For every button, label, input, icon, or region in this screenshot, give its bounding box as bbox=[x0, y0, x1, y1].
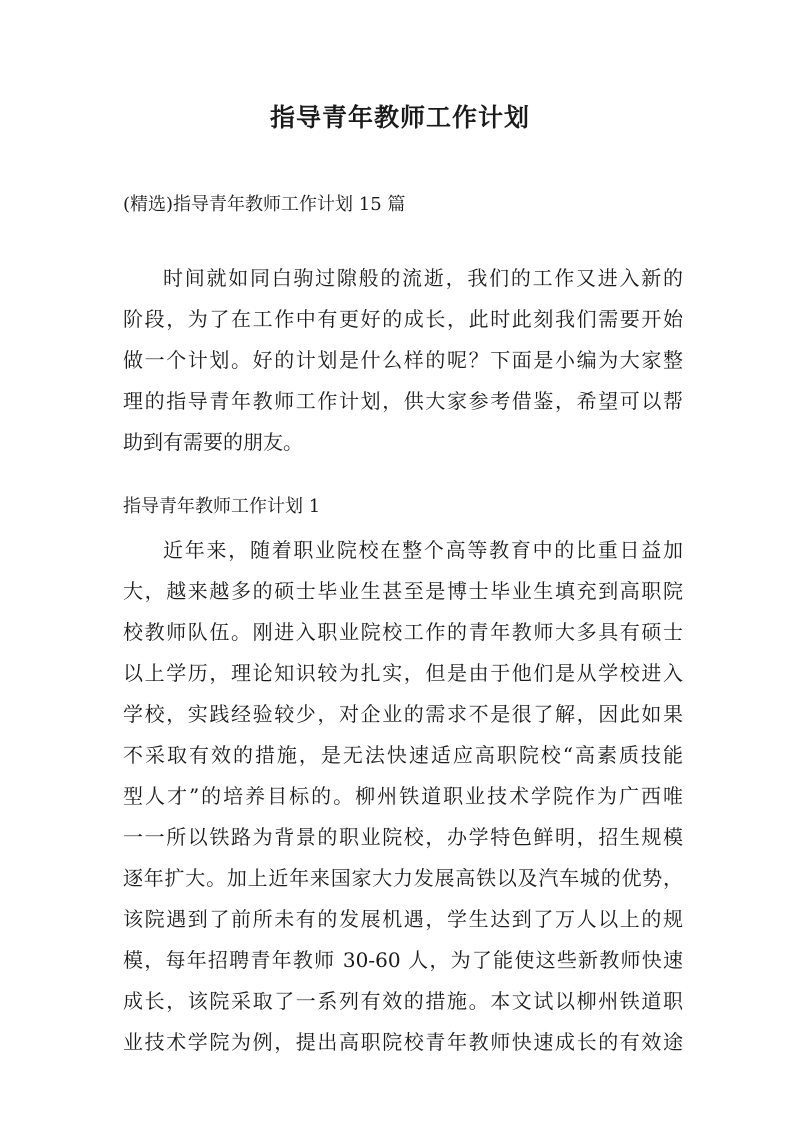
text-line: 助到有需要的朋友。 bbox=[123, 430, 303, 454]
document-title: 指导青年教师工作计划 bbox=[269, 103, 530, 132]
text-line: 不采取有效的措施，是无法快速适应高职院校“高素质技能 bbox=[123, 743, 683, 767]
section-heading: 指导青年教师工作计划 1 bbox=[123, 496, 321, 517]
text-line: 校教师队伍。刚进入职业院校工作的青年教师大多具有硕士 bbox=[123, 620, 683, 644]
text-line: 逐年扩大。加上近年来国家大力发展高铁以及汽车城的优势， bbox=[123, 866, 683, 890]
text-line: 阶段，为了在工作中有更好的成长，此时此刻我们需要开始 bbox=[123, 307, 683, 331]
text-line: 理的指导青年教师工作计划，供大家参考借鉴，希望可以帮 bbox=[123, 389, 683, 413]
text-line: 模，每年招聘青年教师 30-60 人，为了能使这些新教师快速 bbox=[123, 948, 683, 972]
text-line: 学校，实践经验较少，对企业的需求不是很了解，因此如果 bbox=[123, 702, 683, 726]
text-line: 该院遇到了前所未有的发展机遇，学生达到了万人以上的规 bbox=[123, 907, 683, 931]
text-line: 一一所以铁路为背景的职业院校，办学特色鲜明，招生规模 bbox=[123, 825, 683, 849]
text-line: 成长，该院采取了一系列有效的措施。本文试以柳州铁道职 bbox=[123, 989, 683, 1013]
text-line: 时间就如同白驹过隙般的流逝，我们的工作又进入新的 bbox=[163, 266, 683, 290]
text-line: 近年来，随着职业院校在整个高等教育中的比重日益加 bbox=[163, 538, 683, 562]
text-line: 业技术学院为例，提出高职院校青年教师快速成长的有效途 bbox=[123, 1030, 683, 1054]
text-line: 以上学历，理论知识较为扎实，但是由于他们是从学校进入 bbox=[123, 661, 683, 685]
document-subtitle: (精选)指导青年教师工作计划 15 篇 bbox=[123, 194, 406, 215]
text-line: 做一个计划。好的计划是什么样的呢？下面是小编为大家整 bbox=[123, 348, 683, 372]
text-line: 大，越来越多的硕士毕业生甚至是博士毕业生填充到高职院 bbox=[123, 579, 683, 603]
text-line: 型人才”的培养目标的。柳州铁道职业技术学院作为广西唯 bbox=[123, 784, 683, 808]
